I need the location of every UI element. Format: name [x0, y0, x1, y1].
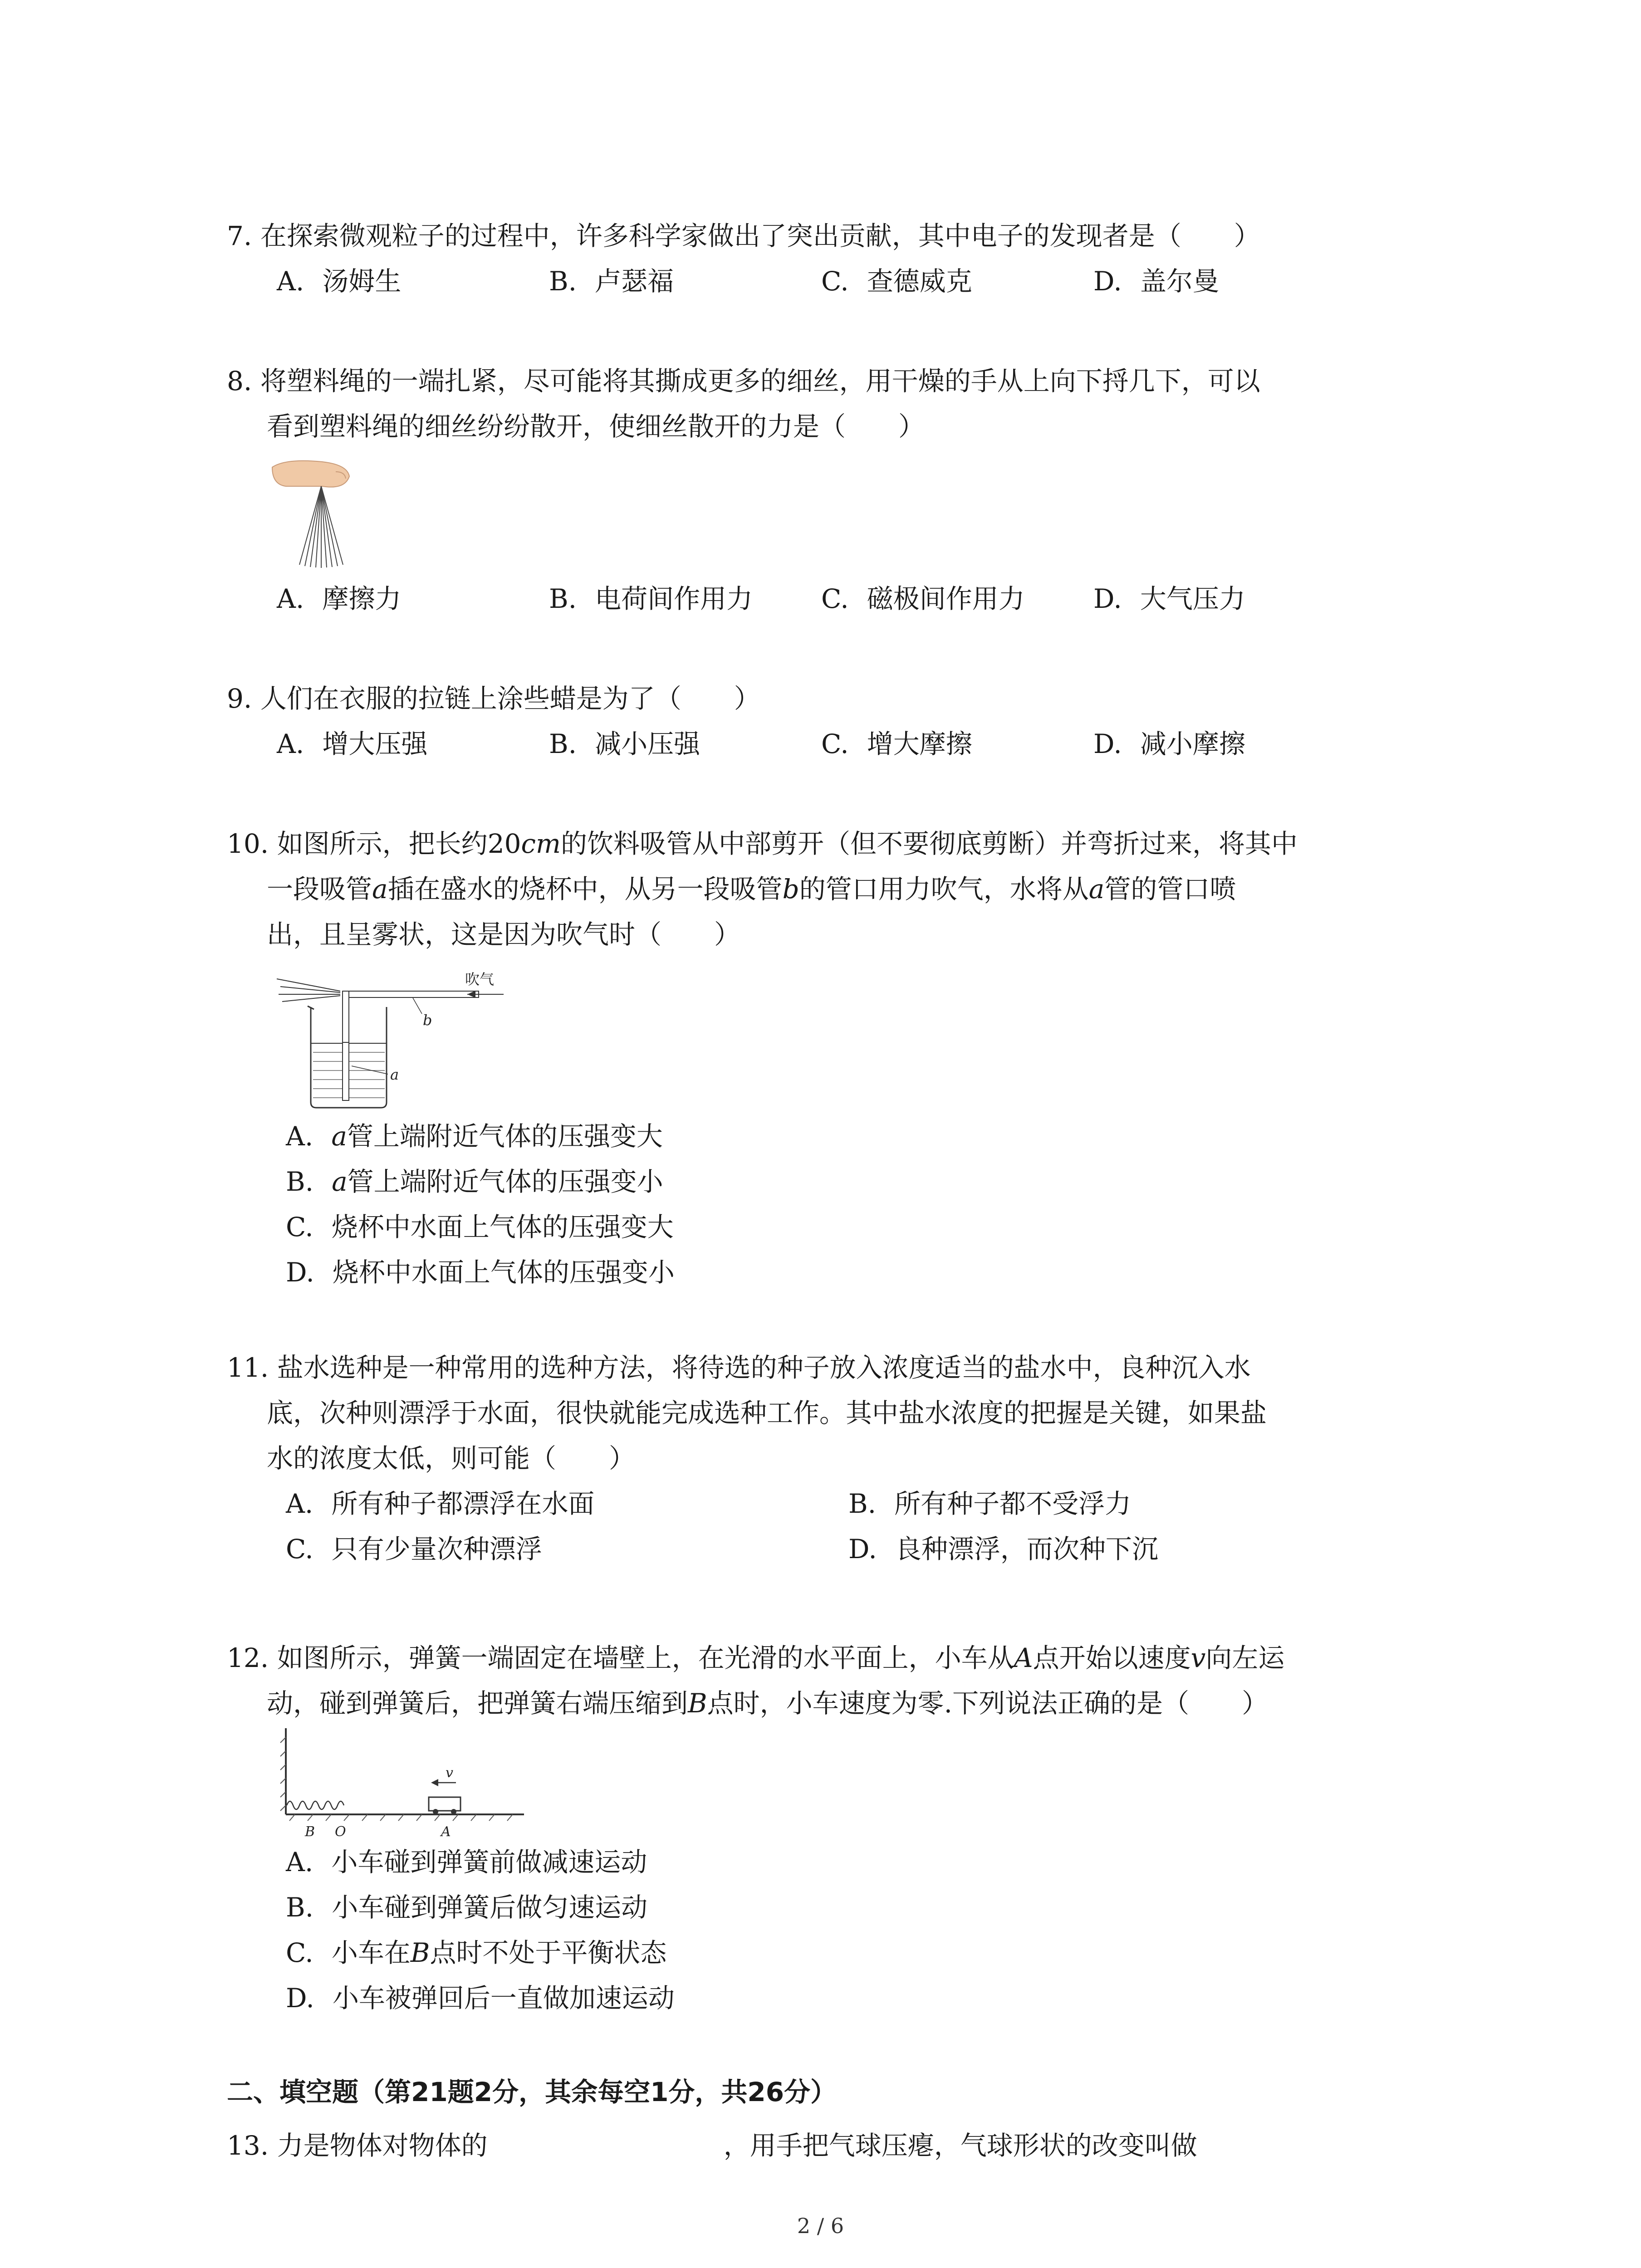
question-8	[227, 358, 1452, 449]
section-2-title: 二、填空题（第21题2分，其余每空1分，共26分）	[227, 2077, 837, 2107]
question-11-line-1: 11. 盐水选种是一种常用的选种方法，将待选的种子放入浓度适当的盐水中，良种沉入水	[227, 1352, 1251, 1383]
option-c[interactable]: C. 增大摩擦	[821, 728, 972, 759]
option-b[interactable]: B. 减小压强	[549, 728, 700, 759]
straw-a-label: a	[390, 1066, 399, 1083]
straw-beaker-figure	[272, 966, 508, 1111]
question-11-line-2: 底，次种则漂浮于水面，很快就能完成选种工作。其中盐水浓度的把握是关键，如果盐	[267, 1398, 1267, 1428]
question-7	[227, 213, 1452, 304]
straw-b-label: b	[423, 1012, 432, 1029]
question-11	[227, 1345, 1452, 1572]
option-b[interactable]: B. 小车碰到弹簧后做匀速运动	[286, 1892, 648, 1923]
option-a[interactable]: A. 摩擦力	[277, 583, 402, 614]
point-a-label: A	[441, 1824, 451, 1837]
question-9	[227, 676, 1452, 767]
option-c[interactable]: C. 磁极间作用力	[821, 583, 1025, 614]
question-8-line-2: 看到塑料绳的细丝纷纷散开，使细丝散开的力是（ ）	[267, 411, 925, 442]
question-8-option-block	[227, 576, 1452, 621]
option-b[interactable]: B. 卢瑟福	[549, 266, 674, 297]
option-c[interactable]: C. 小车在B点时不处于平衡状态	[286, 1937, 667, 1968]
option-d[interactable]: D. 大气压力	[1093, 583, 1245, 614]
option-d[interactable]: D. 烧杯中水面上气体的压强变小	[286, 1257, 675, 1288]
option-a[interactable]: A. 汤姆生	[277, 266, 402, 297]
option-d[interactable]: D. 减小摩擦	[1093, 728, 1245, 759]
question-10-line-3: 出，且呈雾状，这是因为吹气时（ ）	[267, 919, 741, 950]
question-12-line-2: 动，碰到弹簧后，把弹簧右端压缩到B点时，小车速度为零.下列说法正确的是（ ）	[267, 1688, 1269, 1719]
question-10-option-block	[227, 1114, 1452, 1295]
option-a[interactable]: A. 所有种子都漂浮在水面	[286, 1488, 595, 1519]
question-10-line-1: 10. 如图所示，把长约20cm的饮料吸管从中部剪开（但不要彻底剪断）并弯折过来，将其中	[227, 828, 1298, 859]
velocity-label: v	[446, 1765, 453, 1781]
question-8-line-1: 8. 将塑料绳的一端扎紧，尽可能将其撕成更多的细丝，用干燥的手从上向下捋几下，可以	[227, 366, 1260, 396]
blow-label: 吹气	[465, 971, 495, 988]
option-d[interactable]: D. 良种漂浮，而次种下沉	[848, 1534, 1158, 1564]
question-12	[227, 1635, 1452, 1726]
question-11-options-row-2	[227, 1526, 1452, 1572]
question-13	[227, 2123, 1452, 2168]
option-c[interactable]: C. 烧杯中水面上气体的压强变大	[286, 1212, 674, 1242]
question-8-options	[227, 576, 1452, 621]
question-12-option-block	[227, 1839, 1452, 2021]
option-b[interactable]: B. 所有种子都不受浮力	[848, 1488, 1132, 1519]
option-a[interactable]: A. 小车碰到弹簧前做减速运动	[286, 1847, 647, 1877]
question-10	[227, 821, 1452, 957]
page-number: 2 / 6	[797, 2214, 844, 2238]
hand-rope-figure	[268, 458, 358, 572]
question-12-line-1: 12. 如图所示，弹簧一端固定在墙壁上，在光滑的水平面上，小车从A点开始以速度v向左运	[227, 1642, 1285, 1673]
question-9-options	[227, 721, 1452, 767]
point-o-label: O	[335, 1824, 346, 1837]
question-7-options	[227, 259, 1452, 304]
question-13-line-1: 13. 力是物体对物体的 ，用手把气球压瘪，气球形状的改变叫做	[227, 2130, 1197, 2161]
option-b[interactable]: B. a管上端附近气体的压强变小	[286, 1166, 663, 1197]
point-b-label: B	[305, 1824, 315, 1837]
option-d[interactable]: D. 小车被弹回后一直做加速运动	[286, 1983, 675, 2014]
spring-cart-figure	[277, 1724, 531, 1837]
option-a[interactable]: A. a管上端附近气体的压强变大	[286, 1121, 663, 1152]
question-11-line-3: 水的浓度太低，则可能（ ）	[267, 1443, 636, 1474]
question-11-options-row-1	[227, 1481, 1452, 1526]
option-c[interactable]: C. 只有少量次种漂浮	[286, 1534, 542, 1564]
question-10-line-2: 一段吸管a插在盛水的烧杯中，从另一段吸管b的管口用力吹气，水将从a管的管口喷	[267, 874, 1236, 904]
option-b[interactable]: B. 电荷间作用力	[549, 583, 753, 614]
option-a[interactable]: A. 增大压强	[277, 728, 428, 759]
option-d[interactable]: D. 盖尔曼	[1093, 266, 1219, 297]
question-9-stem: 9. 人们在衣服的拉链上涂些蜡是为了（ ）	[227, 683, 760, 714]
question-7-stem: 7. 在探索微观粒子的过程中，许多科学家做出了突出贡献，其中电子的发现者是（ ）	[227, 220, 1260, 251]
option-c[interactable]: C. 查德威克	[821, 266, 972, 297]
